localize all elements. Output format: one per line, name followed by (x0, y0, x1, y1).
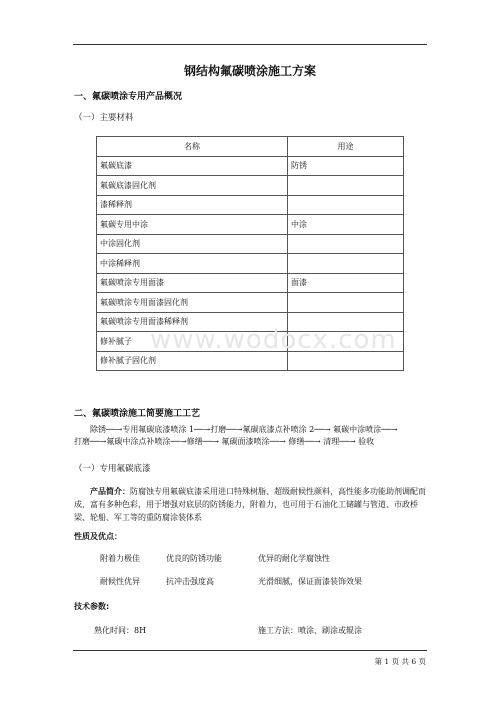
feature-chemical-resistance: 优异的耐化学腐蚀性 (258, 554, 330, 563)
material-usage-cell: 面漆 (288, 273, 404, 293)
process-line-1: 除锈──→专用氟碳底漆喷涂 1──→打磨──→氟碳底漆点补喷涂 2──→ 氟碳中涂喷涂──→ (90, 425, 398, 434)
footer-rule (73, 650, 427, 651)
material-name-cell: 修补腻子 (97, 332, 288, 352)
feature-weather-resistance: 耐候性优异 (100, 577, 140, 586)
table-header-usage: 用途 (288, 137, 404, 157)
table-row (97, 293, 404, 313)
table-row (97, 215, 404, 235)
table-row (97, 234, 404, 254)
feature-adhesion: 附着力极佳 (100, 554, 140, 563)
material-name-cell: 氟碳底漆 (97, 156, 288, 176)
material-name-cell: 中涂固化剂 (97, 234, 288, 254)
material-name-cell: 修补腻子固化剂 (97, 351, 288, 371)
section-2-heading: 二、氟碳喷涂施工简要施工工艺 (74, 409, 201, 419)
product-intro (74, 485, 428, 524)
material-usage-cell (288, 195, 404, 215)
table-row (97, 254, 404, 274)
table-row (97, 156, 404, 176)
table-row (97, 176, 404, 196)
product-intro-label: 产品简介： (90, 487, 130, 496)
tech-curing-time: 熟化时间：8H (94, 626, 147, 635)
tech-params-heading: 技术参数: (74, 602, 110, 611)
document-title: 钢结构氟碳喷涂施工方案 (183, 64, 316, 78)
process-line-2: 打磨──→氟碳中涂点补喷涂──→修缮──→ 氟碳面漆喷涂──→ 修缮──→ 清理──→ 验收 (74, 437, 375, 446)
material-usage-cell (288, 234, 404, 254)
page-number: 第 1 页 共 6 页 (374, 657, 426, 666)
material-name-cell: 漆稀释剂 (97, 195, 288, 215)
watermark: www.wodocx.com (150, 325, 397, 355)
material-name-cell: 氟碳专用中涂 (97, 215, 288, 235)
section-1-heading: 一、氟碳喷涂专用产品概况 (74, 92, 183, 102)
section-1-subheading: （一）主要材料 (74, 113, 134, 123)
section-2-subheading: （一）专用氟碳底漆 (74, 464, 151, 474)
material-usage-cell (288, 254, 404, 274)
material-name-cell: 氟碳喷涂专用面漆 (97, 273, 288, 293)
material-name-cell: 中涂稀释剂 (97, 254, 288, 274)
table-header-name: 名称 (97, 137, 288, 157)
material-usage-cell: 防锈 (288, 156, 404, 176)
product-intro-text: 防腐蚀专用氟碳底漆采用进口特殊树脂、超级耐候性颜料，高性能多功能助剂调配而成，富有多种色彩，用于增强对底层的防锈能力，附着力，也可用于石油化工储罐与管道、市政桥梁、轮船、军工等的重防腐涂装体系 (74, 487, 426, 522)
feature-impact-strength: 抗冲击强度高 (166, 577, 214, 586)
header-rule (73, 44, 427, 45)
features-heading: 性质及优点： (74, 532, 122, 541)
material-name-cell: 氟碳喷涂专用面漆稀释剂 (97, 312, 288, 332)
material-usage-cell (288, 176, 404, 196)
material-usage-cell: 中涂 (288, 215, 404, 235)
process-flow (74, 424, 428, 448)
tech-application-method: 施工方法：喷涂、刷涂或辊涂 (258, 626, 362, 635)
material-usage-cell (288, 293, 404, 313)
feature-rust-proof: 优良的防锈功能 (166, 554, 222, 563)
material-name-cell: 氟碳底漆固化剂 (97, 176, 288, 196)
table-row (97, 273, 404, 293)
table-row (97, 195, 404, 215)
material-name-cell: 氟碳喷涂专用面漆固化剂 (97, 293, 288, 313)
table-header-row (97, 137, 404, 157)
feature-smooth-finish: 光滑细腻，保证面漆装饰效果 (258, 577, 362, 586)
